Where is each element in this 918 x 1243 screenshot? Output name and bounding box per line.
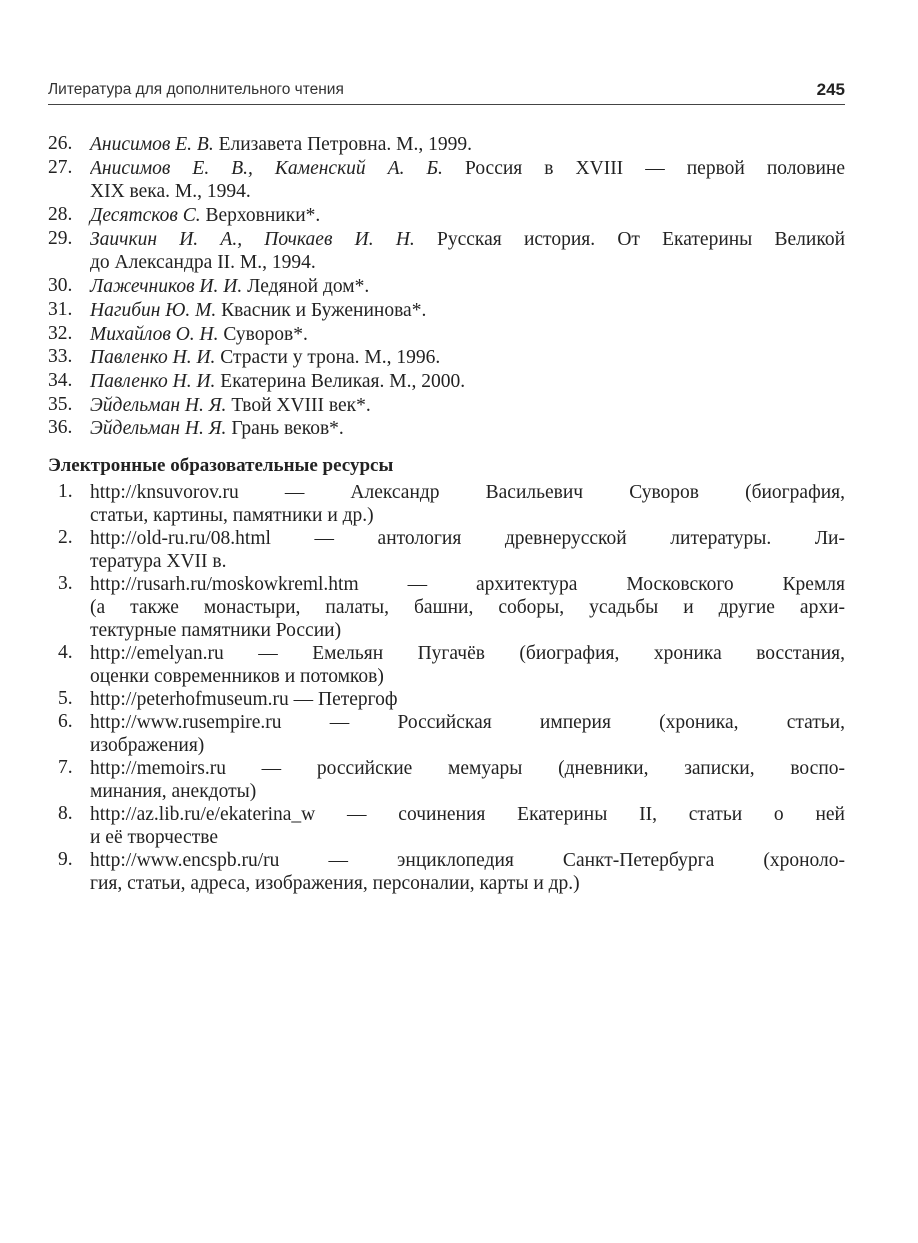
- entry-text: Россия в XVIII — первой половине: [464, 157, 845, 179]
- entry-line: [90, 251, 845, 275]
- header-title: Литература для дополнительного чтения: [48, 81, 344, 98]
- entry-line: http://peterhofmuseum.ru — Петергоф: [90, 688, 398, 710]
- entry-text: до Александра II. М., 1994.: [90, 252, 316, 274]
- entry-line: [90, 299, 845, 323]
- book-entry: [48, 346, 845, 370]
- entry-line: [90, 323, 845, 347]
- resource-entry: [48, 642, 845, 688]
- book-entry: [48, 133, 845, 157]
- page-content: [48, 133, 845, 895]
- entry-line: http://rusarh.ru/moskowkreml.htm — архитектура Московского Кремля: [90, 573, 845, 595]
- entry-line: http://memoirs.ru — российские мемуары (дневники, записки, воспо-: [90, 757, 845, 779]
- entry-number: 9.: [58, 848, 73, 870]
- resource-entry: [48, 711, 845, 757]
- entry-number: 34.: [48, 369, 73, 391]
- entry-line: http://old-ru.ru/08.html — антология древнерусской литературы. Ли-: [90, 527, 845, 549]
- entry-line: статьи, картины, памятники и др.): [90, 504, 374, 526]
- entry-line: [90, 228, 845, 252]
- entry-number: 8.: [58, 802, 73, 824]
- author-name: Эйдельман Н. Я.: [90, 418, 227, 440]
- entry-line: [90, 370, 845, 394]
- entry-line: [90, 394, 845, 418]
- book-entry: [48, 370, 845, 394]
- author-name: Эйдельман Н. Я.: [90, 394, 227, 416]
- entry-line: тература XVII в.: [90, 550, 227, 572]
- entry-number: 2.: [58, 526, 73, 548]
- entry-text: Русская история. От Екатерины Великой: [437, 228, 845, 250]
- entry-line: http://www.rusempire.ru — Российская империя (хроника, статьи,: [90, 711, 845, 733]
- entry-number: 30.: [48, 275, 73, 297]
- entry-number: 3.: [58, 572, 73, 594]
- resource-list: [48, 481, 845, 895]
- entry-number: 29.: [48, 227, 73, 249]
- entry-number: 31.: [48, 298, 73, 320]
- entry-line: тектурные памятники России): [90, 619, 342, 641]
- resource-entry: [48, 849, 845, 895]
- entry-text: Квасник и Буженинова*.: [221, 299, 427, 321]
- running-header: [48, 80, 845, 105]
- entry-line: [90, 180, 845, 204]
- author-name: Павленко Н. И.: [90, 370, 216, 392]
- book-entry: [48, 204, 845, 228]
- entry-line: и её творчестве: [90, 826, 218, 848]
- entry-line: [90, 417, 845, 441]
- entry-text: Екатерина Великая. М., 2000.: [220, 370, 466, 392]
- book-entry: [48, 228, 845, 275]
- entry-line: http://az.lib.ru/e/ekaterina_w — сочинения Екатерины II, статьи о ней: [90, 803, 845, 825]
- resource-entry: [48, 803, 845, 849]
- page-number: 245: [816, 80, 845, 99]
- entry-number: 27.: [48, 156, 73, 178]
- entry-text: Грань веков*.: [231, 418, 344, 440]
- entry-line: оценки современников и потомков): [90, 665, 384, 687]
- author-name: Заичкин И. А., Почкаев И. Н.: [90, 228, 415, 250]
- author-name: Павленко Н. И.: [90, 347, 216, 369]
- resource-entry: [48, 527, 845, 573]
- book-entry: [48, 323, 845, 347]
- author-name: Десятсков С.: [90, 205, 201, 227]
- entry-line: изображения): [90, 734, 205, 756]
- entry-text: Страсти у трона. М., 1996.: [220, 347, 441, 369]
- author-name: Анисимов Е. В., Каменский А. Б.: [90, 157, 443, 179]
- entry-text: Твой XVIII век*.: [231, 394, 371, 416]
- entry-number: 5.: [58, 687, 73, 709]
- entry-number: 32.: [48, 322, 73, 344]
- author-name: Нагибин Ю. М.: [90, 299, 217, 321]
- book-entry: [48, 157, 845, 204]
- book-entry: [48, 394, 845, 418]
- entry-number: 26.: [48, 133, 73, 154]
- book-entry: [48, 275, 845, 299]
- resource-entry: [48, 481, 845, 527]
- entry-line: [90, 157, 845, 181]
- entry-number: 36.: [48, 417, 73, 439]
- entry-line: минания, анекдоты): [90, 780, 257, 802]
- entry-line: http://knsuvorov.ru — Александр Васильевич Суворов (биография,: [90, 481, 845, 503]
- entry-line: (а также монастыри, палаты, башни, соборы, усадьбы и другие архи-: [90, 596, 845, 618]
- entry-text: Ледяной дом*.: [247, 276, 370, 298]
- resource-entry: [48, 757, 845, 803]
- entry-text: Верховники*.: [205, 205, 321, 227]
- entry-number: 33.: [48, 346, 73, 368]
- book-entry: [48, 417, 845, 441]
- entry-line: http://emelyan.ru — Емельян Пугачёв (биография, хроника восстания,: [90, 642, 845, 664]
- resource-entry: [48, 573, 845, 642]
- entry-number: 35.: [48, 393, 73, 415]
- author-name: Лажечников И. И.: [90, 276, 243, 298]
- entry-number: 1.: [58, 480, 73, 502]
- entry-text: Елизавета Петровна. М., 1999.: [218, 134, 472, 155]
- entry-text: Суворов*.: [223, 323, 308, 345]
- book-entry: [48, 299, 845, 323]
- entry-text: XIX века. М., 1994.: [90, 181, 251, 203]
- entry-number: 7.: [58, 756, 73, 778]
- entry-line: http://www.encspb.ru/ru — энциклопедия Санкт-Петербурга (хроноло-: [90, 849, 845, 871]
- entry-number: 28.: [48, 204, 73, 226]
- entry-line: гия, статьи, адреса, изображения, персоналии, карты и др.): [90, 872, 580, 894]
- author-name: Михайлов О. Н.: [90, 323, 219, 345]
- entry-line: [90, 275, 845, 299]
- entry-number: 6.: [58, 710, 73, 732]
- book-list: [48, 133, 845, 441]
- entry-line: [90, 346, 845, 370]
- section-title: Электронные образовательные ресурсы: [48, 454, 394, 476]
- entry-line: [90, 133, 845, 157]
- entry-number: 4.: [58, 641, 73, 663]
- author-name: Анисимов Е. В.: [90, 134, 214, 155]
- resource-entry: [48, 688, 845, 711]
- entry-line: [90, 204, 845, 228]
